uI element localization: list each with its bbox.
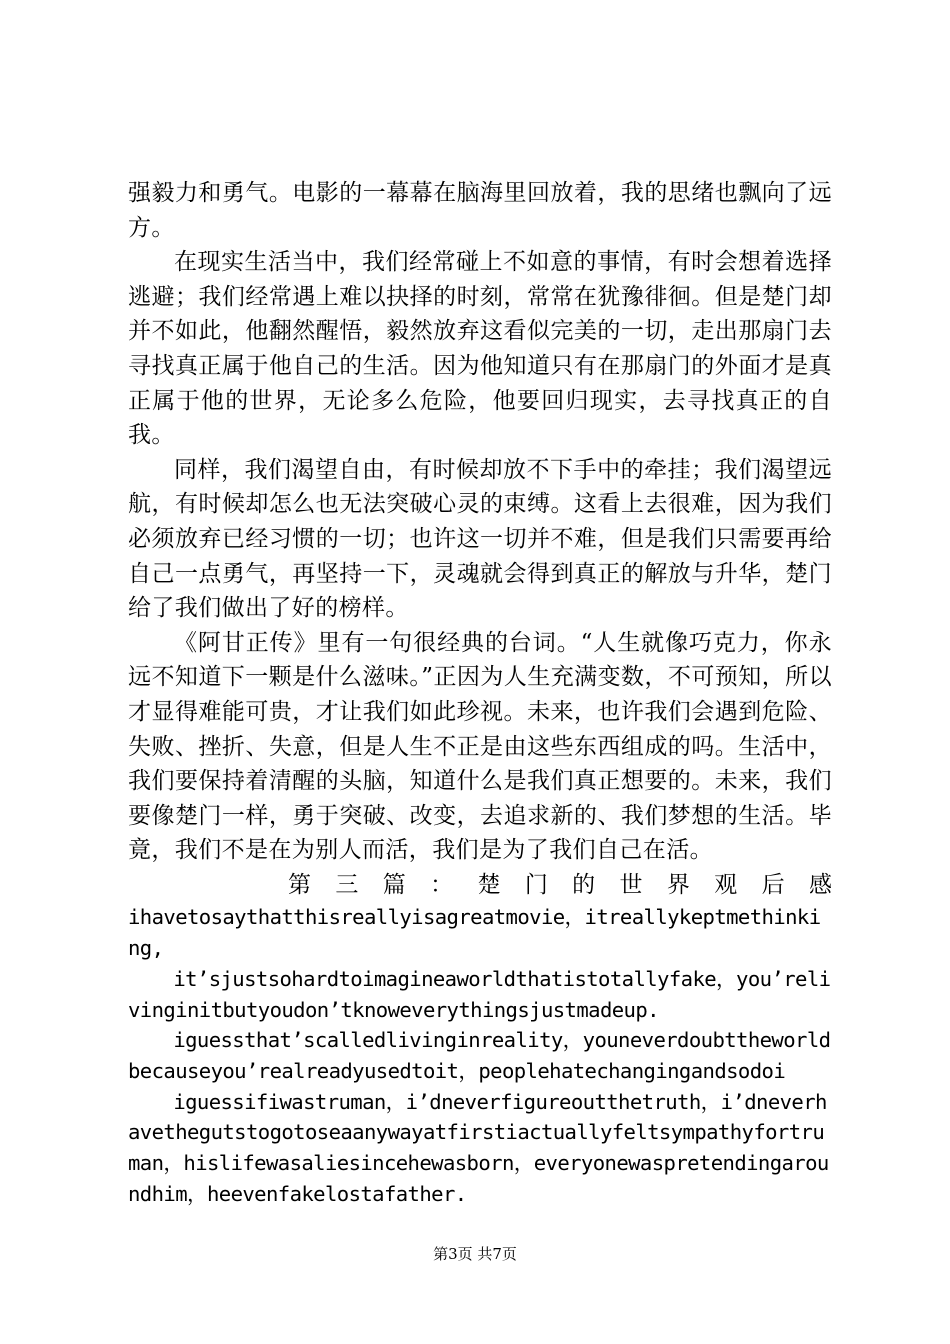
paragraph-4: 《阿甘正传》里有一句很经典的台词。“人生就像巧克力，你永远不知道下一颗是什么滋味。”正因为人生充满变数，不可预知，所以才显得难能可贵，才让我们如此珍视。未来，也许我们会遇到危险、失败、挫折、失意，但是人生不正是由这些东西组成的吗。生活中，我们要保持着清醒的头脑，知道什么是我们真正想要的。未来，我们要像楚门一样，勇于突破、改变，去追求新的、我们梦想的生活。毕竟，我们不是在为别人而活，我们是为了我们自己在活。 [128, 629, 832, 864]
page-footer: 第3页 共7页 [433, 1245, 517, 1263]
english-text-block [128, 902, 832, 1209]
paragraph-2: 在现实生活当中，我们经常碰上不如意的事情，有时会想着选择逃避；我们经常遇上难以抉择的时刻，常常在犹豫徘徊。但是楚门却并不如此，他翻然醒悟，毅然放弃这看似完美的一切，走出那扇门去寻找真正属于他自己的生活。因为他知道只有在那扇门的外面才是真正属于他的世界，无论多么危险，他要回归现实，去寻找真正的自我。 [128, 249, 832, 449]
paragraph-3: 同样，我们渴望自由，有时候却放不下手中的牵挂；我们渴望远航，有时候却怎么也无法突破心灵的束缚。这看上去很难，因为我们必须放弃已经习惯的一切；也许这一切并不难，但是我们只需要再给自己一点勇气，再坚持一下，灵魂就会得到真正的解放与升华，楚门给了我们做出了好的榜样。 [128, 456, 832, 622]
section-heading: 第三篇：楚门的世界观后感 [288, 871, 832, 898]
english-paragraph-4: iguessifiwastruman，i’dneverfigureoutthetruth，i’dneverhavethegutstogotoseaanywayatfirstiactuallyfeltsympathyfortruman，hislifewasaliesincehewasborn，everyonewaspretendingaroundhim，heevenfakelostafather. [128, 1089, 829, 1206]
document-body [128, 176, 832, 1210]
english-paragraph-1: ihavetosaythatthisreallyisagreatmovie，itreallykeptmethinking, [128, 905, 821, 961]
paragraph-1: 强毅力和勇气。电影的一幕幕在脑海里回放着，我的思绪也飘向了远方。 [128, 180, 832, 241]
english-paragraph-3: iguessthat’scalledlivinginreality，youneverdoubttheworldbecauseyou’realreadyusedtoit，peoplehatechangingandsodoi [128, 1028, 831, 1083]
english-paragraph-2: it’sjustsohardtoimagineaworldthatistotallyfake，you’relivinginitbutyoudon’tknoweverythingsjustmadeup. [128, 966, 831, 1022]
